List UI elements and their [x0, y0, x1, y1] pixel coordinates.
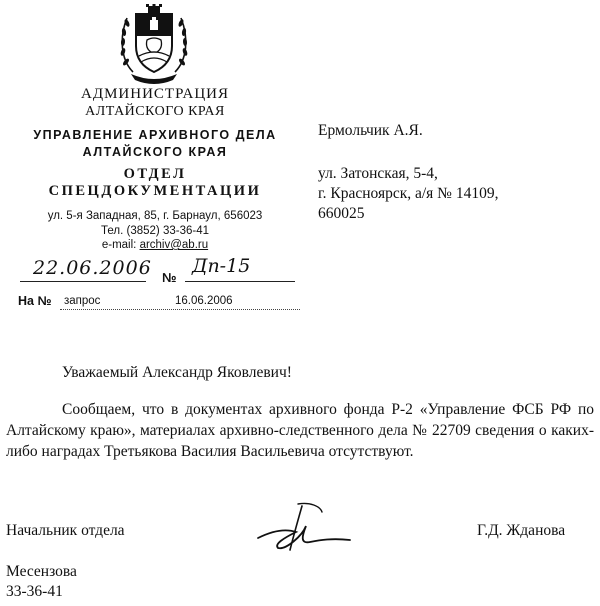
- reference-type: запрос: [64, 295, 101, 307]
- executor-name: Месензова: [6, 563, 77, 580]
- registration-number: Дп-15: [192, 255, 251, 277]
- recipient-name: Ермольчик А.Я.: [318, 122, 423, 139]
- letterhead-division: ОТДЕЛ: [123, 166, 187, 182]
- recipient-address-postcode: 660025: [318, 205, 365, 222]
- registration-date: 22.06.2006: [33, 257, 152, 279]
- letterhead-administration: АДМИНИСТРАЦИЯ: [81, 86, 229, 102]
- letter-body: Сообщаем, что в документах архивного фонда Р-2 «Управление ФСБ РФ по Алтайскому краю», материалах архивно-следственного дела № 22709 сведения о каких-либо наградах Третьякова Василия Васильевича отсутствуют.: [6, 401, 594, 460]
- coat-of-arms-emblem: [117, 2, 191, 84]
- registration-number-underline: [185, 281, 295, 282]
- email-label: e-mail:: [101, 239, 140, 251]
- registration-number-label: №: [162, 270, 177, 285]
- letterhead-region: АЛТАЙСКОГО КРАЯ: [85, 104, 225, 119]
- registration-date-underline: [20, 281, 146, 282]
- reference-date: 16.06.2006: [175, 295, 233, 307]
- letterhead-department-region: АЛТАЙСКОГО КРАЯ: [82, 145, 228, 159]
- email-link[interactable]: archiv@ab.ru: [139, 239, 209, 251]
- letterhead-email: [0, 239, 310, 251]
- letterhead-division-name: СПЕЦДОКУМЕНТАЦИИ: [48, 183, 262, 199]
- letter-greeting: Уважаемый Александр Яковлевич!: [62, 364, 292, 381]
- executor-phone: 33-36-41: [6, 583, 63, 600]
- reference-label: На №: [18, 294, 52, 308]
- signatory-position: Начальник отдела: [6, 522, 125, 539]
- letterhead-department: УПРАВЛЕНИЕ АРХИВНОГО ДЕЛА: [33, 128, 277, 142]
- recipient-address-street: ул. Затонская, 5-4,: [318, 165, 438, 182]
- reference-underline: [60, 309, 300, 310]
- signatory-name: Г.Д. Жданова: [477, 522, 566, 539]
- letterhead-phone: Тел. (3852) 33-36-41: [101, 225, 209, 237]
- recipient-address-city: г. Красноярск, а/я № 14109,: [318, 185, 499, 202]
- handwritten-signature: [240, 498, 360, 558]
- letterhead-address: ул. 5-я Западная, 85, г. Барнаул, 656023: [47, 210, 263, 222]
